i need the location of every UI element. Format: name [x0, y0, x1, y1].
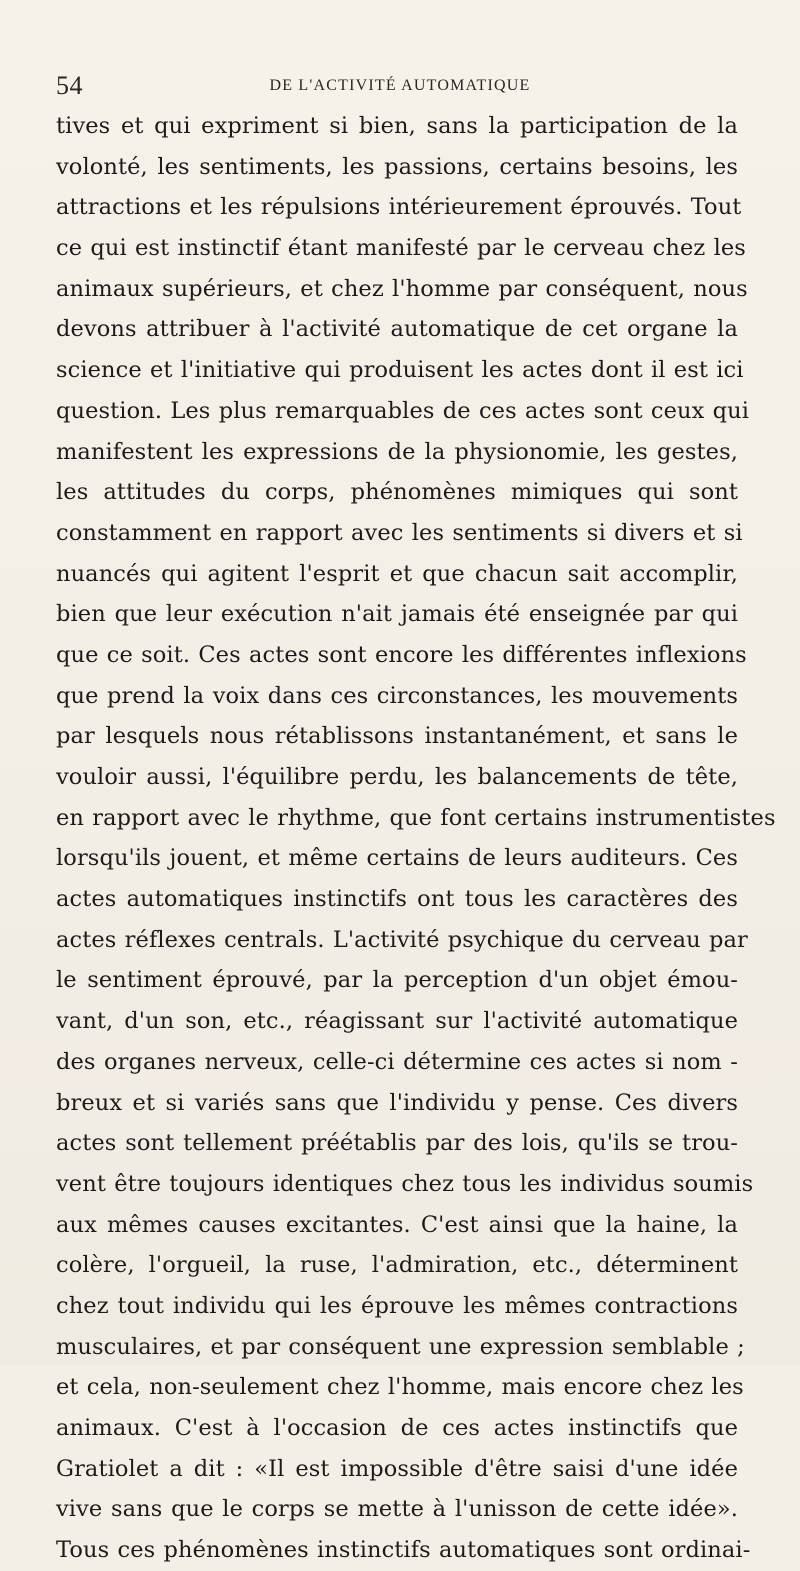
text-line: nuancés qui agitent l'esprit et que chacun sait accomplir, [56, 560, 738, 587]
body-text [56, 106, 776, 1571]
text-line: Gratiolet a dit : «Il est impossible d'être saisi d'une idée [56, 1455, 738, 1482]
text-line: vouloir aussi, l'équilibre perdu, les balancements de tête, [56, 764, 738, 790]
text-line: science et l'initiative qui produisent les actes dont il est ici [56, 357, 744, 384]
text-line: actes automatiques instinctifs ont tous les caractères des [56, 886, 738, 913]
text-line: breux et si variés sans que l'individu y pense. Ces divers [56, 1089, 738, 1116]
text-line: en rapport avec le rhythme, que font certains instrumentistes [56, 804, 776, 831]
text-line: devons attribuer à l'activité automatique de cet organe la [56, 316, 738, 343]
text-line: musculaires, et par conséquent une expression semblable ; [56, 1333, 745, 1360]
text-line: constamment en rapport avec les sentiments si divers et si [56, 519, 743, 546]
page-header [56, 72, 744, 100]
text-line: ce qui est instinctif étant manifesté par le cerveau chez les [56, 235, 746, 262]
text-line: question. Les plus remarquables de ces actes sont ceux qui [56, 397, 750, 424]
running-title: DE L'ACTIVITÉ AUTOMATIQUE [269, 77, 531, 94]
text-line: que prend la voix dans ces circonstances, les mouvements [56, 682, 738, 709]
text-line: que ce soit. Ces actes sont encore les différentes inflexions [56, 641, 747, 668]
text-line: par lesquels nous rétablissons instantanément, et sans le [56, 723, 738, 750]
text-line: le sentiment éprouvé, par la perception d'un objet émou- [56, 967, 738, 994]
text-line: Tous ces phénomènes instinctifs automatiques sont ordinai- [56, 1537, 751, 1564]
text-line: animaux supérieurs, et chez l'homme par conséquent, nous [56, 275, 748, 302]
page-number: 54 [56, 71, 83, 100]
text-line: les attitudes du corps, phénomènes mimiques qui sont [56, 479, 738, 506]
text-line: vive sans que le corps se mette à l'unisson de cette idée». [56, 1496, 738, 1523]
text-line: chez tout individu qui les éprouve les mêmes contractions [56, 1292, 738, 1319]
text-line: bien que leur exécution n'ait jamais été enseignée par qui [56, 601, 738, 628]
text-line: vent être toujours identiques chez tous les individus soumis [56, 1170, 754, 1197]
text-line: des organes nerveux, celle-ci détermine ces actes si nom - [56, 1048, 738, 1075]
text-line: et cela, non-seulement chez l'homme, mais encore chez les [56, 1374, 744, 1401]
text-line: tives et qui expriment si bien, sans la participation de la [56, 113, 738, 139]
text-line: manifestent les expressions de la physionomie, les gestes, [56, 438, 738, 465]
text-line: aux mêmes causes excitantes. C'est ainsi que la haine, la [56, 1211, 738, 1238]
text-line: vant, d'un son, etc., réagissant sur l'activité automatique [56, 1008, 738, 1035]
text-line: animaux. C'est à l'occasion de ces actes instinctifs que [56, 1415, 738, 1441]
text-line: actes réflexes centrals. L'activité psychique du cerveau par [56, 926, 748, 953]
text-line: actes sont tellement préétablis par des lois, qu'ils se trou- [56, 1130, 738, 1157]
text-line: lorsqu'ils jouent, et même certains de leurs auditeurs. Ces [56, 845, 738, 872]
text-line: colère, l'orgueil, la ruse, l'admiration, etc., déterminent [56, 1252, 738, 1279]
text-line: volonté, les sentiments, les passions, certains besoins, les [56, 153, 738, 180]
text-line: attractions et les répulsions intérieurement éprouvés. Tout [56, 194, 742, 221]
